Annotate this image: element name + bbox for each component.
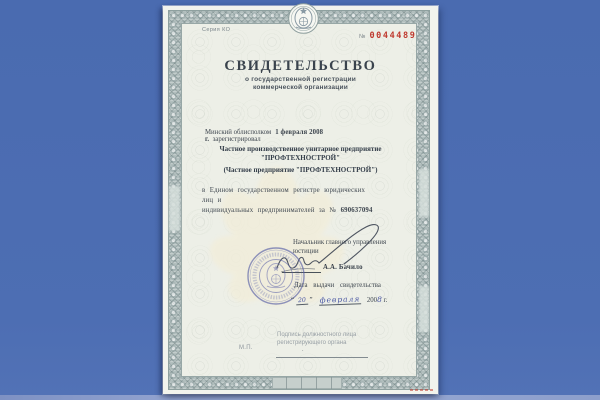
- company-line-1: Частное производственное унитарное предприятие: [219, 145, 382, 153]
- registry-line-1: в Едином государственном регистре юридических лиц и: [202, 187, 366, 204]
- quote-close: ”: [309, 297, 313, 304]
- border-security-patch: [419, 286, 429, 332]
- handwritten-day: 20: [295, 297, 308, 306]
- certificate-title: СВИДЕТЕЛЬСТВО: [224, 58, 377, 74]
- registration-prefix: Минский облисполком: [205, 129, 272, 136]
- subtitle-line-1: о государственной регистрации: [245, 76, 356, 83]
- stamp-place-label: М.П.: [239, 345, 253, 351]
- registry-paragraph: [202, 186, 378, 215]
- registration-line: [205, 129, 383, 143]
- signature-caption: [277, 332, 356, 347]
- company-line-2: "ПРОФТЕХНОСТРОЙ": [260, 153, 341, 162]
- registry-line2-prefix: индивидуальных предпринимателей за №: [202, 206, 337, 214]
- footer-signature-line: [276, 357, 368, 358]
- official-name: А.А. Бачило: [323, 264, 363, 271]
- quote-open: “: [291, 297, 295, 304]
- print-note-smudge: [410, 389, 434, 391]
- border-bottom-tab: [272, 377, 342, 389]
- certificate-document: [163, 6, 438, 394]
- certificate-number: [359, 25, 416, 43]
- year-suffix: г.: [383, 297, 388, 304]
- border-security-patch: [419, 169, 429, 217]
- footer-dot: .: [302, 347, 304, 353]
- signature-caption-line-2: регистрирующего органа: [277, 339, 347, 346]
- photo-bottom-edge: [0, 395, 600, 400]
- signature-caption-line-1: Подпись должностного лица: [277, 332, 357, 338]
- company-line-3: (Частное предприятие "ПРОФТЕХНОСТРОЙ"): [223, 165, 378, 174]
- subtitle-line-2: коммерческой организации: [253, 84, 348, 92]
- issue-date-label: Дата выдачи свидетельства: [294, 282, 381, 289]
- number-sign: №: [359, 34, 366, 40]
- certificate-subtitle: [163, 76, 438, 92]
- handwritten-month: февраля: [319, 294, 361, 305]
- year-printed: 200: [366, 297, 378, 304]
- issue-date-line: [291, 295, 387, 305]
- coat-of-arms-icon: [288, 3, 319, 34]
- registry-number: 690637094: [340, 206, 373, 214]
- registration-date: 1 февраля 2008 г.: [205, 129, 324, 143]
- border-security-patch: [169, 186, 180, 231]
- serial-label: Серия КО: [202, 27, 231, 33]
- handwritten-year-digit: 8: [377, 295, 382, 304]
- official-position-line-2: юстиции: [293, 247, 319, 255]
- company-name-block: [163, 145, 438, 174]
- registration-suffix: зарегистрировал: [212, 136, 261, 143]
- number-digits: 0044489: [369, 31, 417, 41]
- registry-line-2: [202, 206, 378, 216]
- official-position-line-1: Начальник главного управления: [293, 239, 387, 246]
